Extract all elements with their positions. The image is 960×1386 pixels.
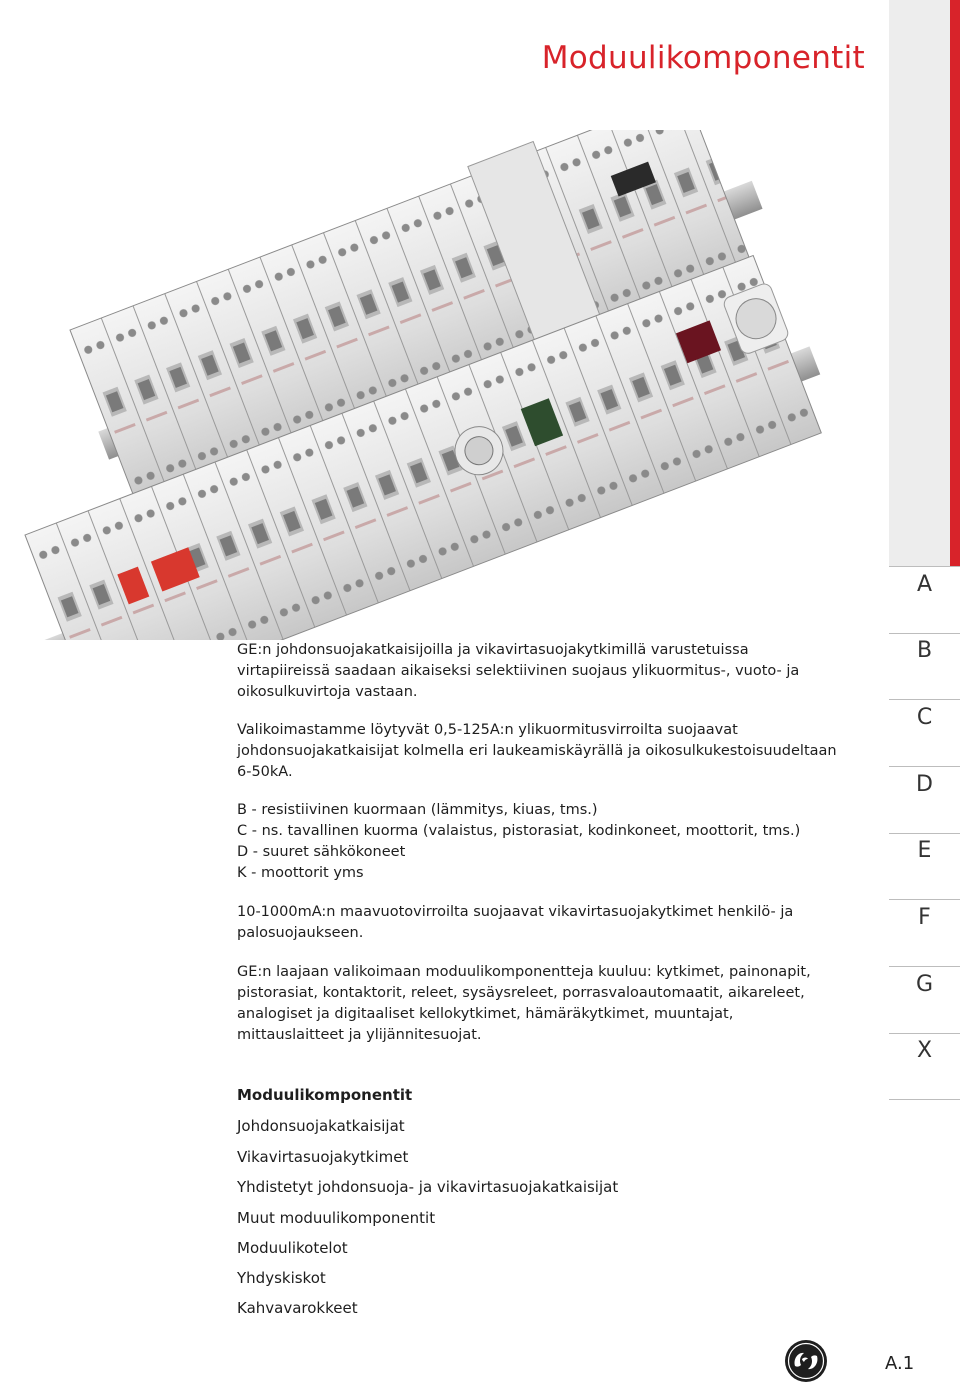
trip-curves-list [237,800,837,884]
page-number: A.1 [885,1353,915,1374]
index-divider [889,833,960,834]
paragraph-selective-protection: GE:n johdonsuojakatkaisijoilla ja vikavirtasuojakytkimillä varustetuissa virtapiireissä saadaan aikaiseksi selektiivinen suojaus ylikuormitus-, vuoto- ja oikosulkuvirtoja vastaan. [237,642,800,700]
index-letter-a[interactable]: A [916,572,933,597]
toc-item-label: Johdonsuojakatkaisijat [237,1117,405,1135]
mcb-paragraph [237,720,837,783]
page-title: Moduulikomponentit [541,40,865,76]
toc-heading: Moduulikomponentit [237,1086,413,1104]
paragraph-product-range: GE:n laajaan valikoimaan moduulikomponentteja kuuluu: kytkimet, painonapit, pistorasiat, kontaktorit, releet, sysäysreleet, porrasvaloautomaatit, aikareleet, analogiset ja digitaaliset kellokytkimet, hämäräkytkimet, muuntajat, mittauslaitteet ja ylijännitesuojat. [237,964,811,1043]
index-divider [889,899,960,900]
index-strip-accent [950,0,960,566]
index-letter-b[interactable]: B [916,638,933,663]
index-divider [889,1099,960,1100]
index-divider [889,966,960,967]
toc-item-label: Muut moduulikomponentit [237,1209,436,1227]
index-letter-e[interactable]: E [917,838,932,863]
index-divider [889,1033,960,1034]
ge-logo-icon [784,1339,828,1383]
toc-item-label: Yhdyskiskot [237,1269,326,1287]
curve-k: K - moottorit yms [237,865,364,881]
range-paragraph [237,962,837,1046]
index-letter-g[interactable]: G [915,972,934,997]
index-letter-d[interactable]: D [916,772,933,797]
index-letter-c[interactable]: C [916,705,933,730]
curve-b: B - resistiivinen kuormaan (lämmitys, kiuas, tms.) [237,802,598,818]
rcd-paragraph [237,902,837,944]
index-divider [889,766,960,767]
toc-item-label: Vikavirtasuojakytkimet [237,1148,409,1166]
section-index-strip [889,0,960,1386]
index-letter-x[interactable]: X [916,1038,933,1063]
paragraph-rcd: 10-1000mA:n maavuotovirroilta suojaavat vikavirtasuojakytkimet henkilö- ja palosuojaukseen. [237,904,794,941]
curve-c: C - ns. tavallinen kuorma (valaistus, pistorasiat, kodinkoneet, moottorit, tms.) [237,823,801,839]
din-rail-modules-photo [0,130,870,640]
toc-item-label: Kahvavarokkeet [237,1299,358,1317]
toc-item-label: Yhdistetyt johdonsuoja- ja vikavirtasuojakatkaisijat [237,1178,619,1196]
paragraph-mcb-range: Valikoimastamme löytyvät 0,5-125A:n ylikuormitusvirroilta suojaavat johdonsuojakatkaisijat kolmella eri laukeamiskäyrällä ja oikosulkukestoisuudeltaan 6-50kA. [237,722,837,780]
index-divider [889,699,960,700]
toc-item-label: Moduulikotelot [237,1239,348,1257]
index-letter-f[interactable]: F [918,905,931,930]
intro-paragraph [237,640,837,703]
index-divider [889,566,960,567]
curve-d: D - suuret sähkökoneet [237,844,406,860]
index-divider [889,633,960,634]
